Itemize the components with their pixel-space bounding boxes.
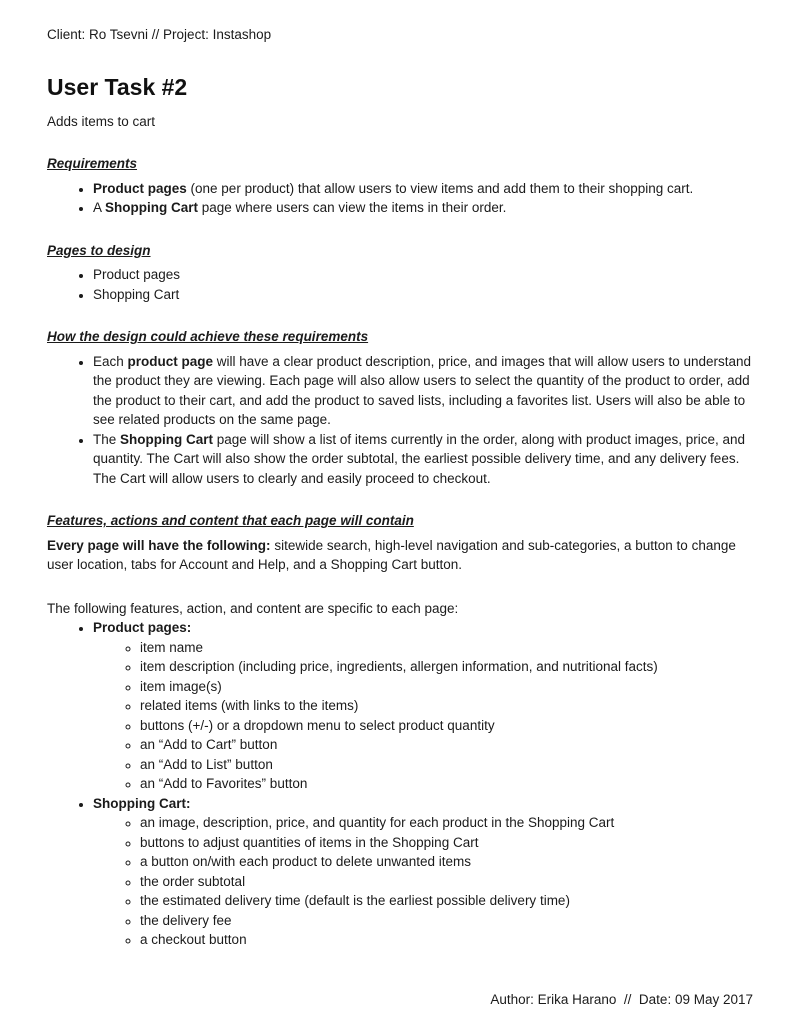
list-item <box>93 198 753 218</box>
item-pre-text: A <box>93 200 106 215</box>
product-pages-sublist <box>93 638 753 794</box>
list-item <box>93 430 753 489</box>
list-item-product-pages <box>93 618 753 794</box>
features-intro <box>47 536 753 575</box>
item-bold-text: product page <box>127 353 214 369</box>
shopping-cart-sublist <box>93 813 753 950</box>
list-item: ◦ buttons to adjust quantities of items in the Shopping Cart <box>140 833 753 853</box>
pages-to-design-list <box>47 265 753 304</box>
list-item: ◦ the delivery fee <box>140 911 753 931</box>
list-item: • Shopping Cart <box>93 285 753 305</box>
item-label: Shopping Cart: <box>93 795 191 811</box>
list-item: ◦ an image, description, price, and quantity for each product in the Shopping Cart <box>140 813 753 833</box>
list-item: ◦ an “Add to List” button <box>140 755 753 775</box>
list-item: ◦ item name <box>140 638 753 658</box>
item-post-text: (one per product) that allow users to view items and add them to their shopping cart. <box>186 180 694 196</box>
list-item: ◦ a checkout button <box>140 930 753 950</box>
intro-post-text: sitewide search, high-level navigation and sub-categories, a button to change user location, tabs for Account and Help, and a Shopping Cart button. <box>47 537 736 572</box>
section-heading-pages-to-design: Pages to design <box>47 242 151 258</box>
item-bold-text: Product pages <box>93 180 187 196</box>
item-bold-text: Shopping Cart <box>105 200 199 215</box>
list-item: ◦ a button on/with each product to delete unwanted items <box>140 852 753 872</box>
list-item: ◦ related items (with links to the items) <box>140 696 753 716</box>
list-item: ◦ an “Add to Cart” button <box>140 735 753 755</box>
page-title: User Task #2 <box>47 73 188 100</box>
task-subtitle: Adds items to cart <box>47 113 156 129</box>
features-specific-line: The following features, action, and content are specific to each page: <box>47 600 459 616</box>
item-bold-text: Shopping Cart <box>120 431 214 447</box>
section-heading-requirements: Requirements <box>47 156 138 171</box>
design-approach-list <box>47 352 753 489</box>
list-item: ◦ the estimated delivery time (default is the earliest possible delivery time) <box>140 891 753 911</box>
section-heading-design-approach: How the design could achieve these requirements <box>47 329 369 344</box>
intro-bold-text: Every page will have the following: <box>47 537 271 553</box>
list-item: ◦ an “Add to Favorites” button <box>140 774 753 794</box>
item-post-text: page where users can view the items in their order. <box>198 200 507 215</box>
item-pre-text: The <box>93 431 121 447</box>
list-item: ◦ item description (including price, ingredients, allergen information, and nutritional facts) <box>140 657 753 677</box>
section-heading-features: Features, actions and content that each page will contain <box>47 513 414 528</box>
features-list <box>47 618 753 950</box>
item-pre-text: Each <box>93 353 128 369</box>
document-footer: Author: Erika Harano // Date: 09 May 2017 <box>490 991 753 1007</box>
requirements-list <box>47 179 753 218</box>
item-post-text: will have a clear product description, price, and images that will allow users to understand the product they are viewing. Each page will also allow users to select the quantity of the product to order, add the product to their cart, and add the product to saved lists, including a favorites list. Users will also be able to see related products on the same page. <box>93 353 752 427</box>
list-item: ◦ item image(s) <box>140 677 753 697</box>
list-item <box>93 179 753 199</box>
item-post-text: page will show a list of items currently in the order, along with product images, price, and quantity. The Cart will also show the order subtotal, the earliest possible delivery time, and any delivery fees. The Cart will allow users to clearly and easily proceed to checkout. <box>93 431 746 486</box>
list-item: ◦ buttons (+/-) or a dropdown menu to select product quantity <box>140 716 753 736</box>
list-item: ◦ the order subtotal <box>140 872 753 892</box>
item-label: Product pages: <box>93 620 192 635</box>
client-project-line: Client: Ro Tsevni // Project: Instashop <box>47 27 272 42</box>
list-item <box>93 352 753 430</box>
list-item-shopping-cart <box>93 794 753 950</box>
list-item: • Product pages <box>93 265 753 285</box>
